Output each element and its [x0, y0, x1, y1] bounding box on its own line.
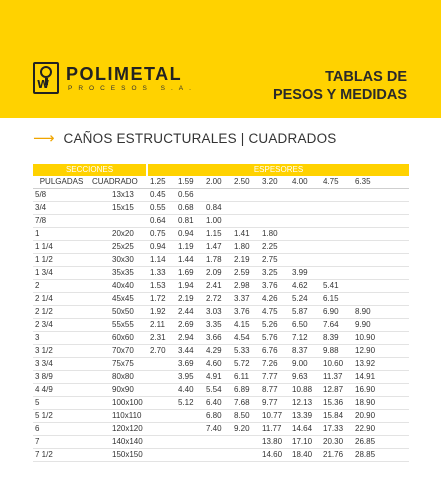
col-thickness: 6.35: [352, 176, 409, 189]
cell-weight: [320, 241, 352, 254]
cell-weight: 3.99: [289, 267, 320, 280]
cell-weight: [320, 254, 352, 267]
cell-weight: 5.87: [289, 306, 320, 319]
cell-weight: [203, 436, 231, 449]
cell-pulgadas: 3: [33, 332, 90, 345]
col-pulgadas: PULGADAS: [33, 176, 90, 189]
cell-cuadrado: 55x55: [90, 319, 147, 332]
cell-weight: 11.77: [259, 423, 289, 436]
cell-weight: [352, 254, 409, 267]
cell-weight: 6.90: [320, 306, 352, 319]
cell-weight: 12.13: [289, 397, 320, 410]
cell-weight: 10.90: [352, 332, 409, 345]
table-row: [33, 345, 409, 358]
table-row: [33, 410, 409, 423]
cell-weight: [147, 449, 175, 462]
cell-weight: 2.25: [259, 241, 289, 254]
cell-cuadrado: 150x150: [90, 449, 147, 462]
cell-weight: [175, 449, 203, 462]
cell-weight: 0.56: [175, 189, 203, 202]
table-row: [33, 384, 409, 397]
cell-pulgadas: 1: [33, 228, 90, 241]
cell-weight: 4.15: [231, 319, 259, 332]
cell-weight: 20.30: [320, 436, 352, 449]
cell-weight: 1.15: [203, 228, 231, 241]
cell-pulgadas: 7 1/2: [33, 449, 90, 462]
cell-weight: 2.70: [147, 345, 175, 358]
cell-cuadrado: 120x120: [90, 423, 147, 436]
cell-weight: 3.03: [203, 306, 231, 319]
cell-weight: 5.76: [259, 332, 289, 345]
cell-weight: 4.26: [259, 293, 289, 306]
cell-weight: 0.75: [147, 228, 175, 241]
cell-weight: 7.12: [289, 332, 320, 345]
cell-weight: [259, 215, 289, 228]
weights-table: [33, 164, 409, 462]
cell-weight: [147, 397, 175, 410]
cell-weight: 15.84: [320, 410, 352, 423]
cell-weight: [320, 202, 352, 215]
col-thickness: 3.20: [259, 176, 289, 189]
cell-weight: 5.26: [259, 319, 289, 332]
cell-weight: 3.35: [203, 319, 231, 332]
cell-cuadrado: 70x70: [90, 345, 147, 358]
cell-pulgadas: 7: [33, 436, 90, 449]
cell-cuadrado: 25x25: [90, 241, 147, 254]
cell-weight: 0.94: [147, 241, 175, 254]
group-secciones: SECCIONES: [33, 164, 147, 176]
cell-pulgadas: 6: [33, 423, 90, 436]
cell-weight: 3.76: [231, 306, 259, 319]
cell-cuadrado: 100x100: [90, 397, 147, 410]
cell-weight: 2.94: [175, 332, 203, 345]
cell-weight: 10.60: [320, 358, 352, 371]
group-espesores: ESPESORES: [147, 164, 409, 176]
cell-cuadrado: 75x75: [90, 358, 147, 371]
cell-weight: [231, 202, 259, 215]
cell-weight: 0.68: [175, 202, 203, 215]
cell-weight: [147, 423, 175, 436]
table-body: [33, 189, 409, 462]
cell-pulgadas: 2 1/2: [33, 306, 90, 319]
cell-weight: [320, 267, 352, 280]
cell-weight: 2.11: [147, 319, 175, 332]
cell-weight: 18.90: [352, 397, 409, 410]
table-row: [33, 358, 409, 371]
polimetal-logo-icon: W: [33, 62, 59, 94]
page-title: [273, 68, 407, 104]
section-heading: [33, 128, 337, 148]
cell-weight: [289, 215, 320, 228]
cell-weight: 7.40: [203, 423, 231, 436]
cell-weight: 0.81: [175, 215, 203, 228]
cell-weight: 22.90: [352, 423, 409, 436]
cell-weight: 16.90: [352, 384, 409, 397]
cell-pulgadas: 5: [33, 397, 90, 410]
cell-weight: 15.36: [320, 397, 352, 410]
cell-weight: 2.69: [175, 319, 203, 332]
cell-weight: 13.80: [259, 436, 289, 449]
cell-weight: 3.66: [203, 332, 231, 345]
cell-weight: 7.26: [259, 358, 289, 371]
cell-pulgadas: 1 1/2: [33, 254, 90, 267]
arrow-right-icon: ⟶: [33, 130, 55, 147]
cell-weight: 6.15: [320, 293, 352, 306]
cell-weight: 13.39: [289, 410, 320, 423]
table-row: [33, 254, 409, 267]
col-cuadrado: CUADRADO: [90, 176, 147, 189]
cell-weight: 17.10: [289, 436, 320, 449]
page-title-line2: PESOS Y MEDIDAS: [272, 87, 407, 103]
cell-weight: [147, 436, 175, 449]
cell-weight: [203, 189, 231, 202]
cell-pulgadas: 5/8: [33, 189, 90, 202]
cell-weight: 6.89: [231, 384, 259, 397]
header-banner: [0, 0, 441, 118]
col-thickness: 4.75: [320, 176, 352, 189]
cell-weight: 8.90: [352, 306, 409, 319]
cell-weight: 5.41: [320, 280, 352, 293]
cell-weight: 2.59: [231, 267, 259, 280]
cell-weight: 8.37: [289, 345, 320, 358]
cell-weight: 12.90: [352, 345, 409, 358]
cell-weight: 11.37: [320, 371, 352, 384]
cell-weight: 5.12: [175, 397, 203, 410]
cell-weight: 1.33: [147, 267, 175, 280]
cell-weight: [289, 228, 320, 241]
page-title-line1: TABLAS DE: [325, 69, 407, 85]
cell-weight: 26.85: [352, 436, 409, 449]
cell-weight: 0.55: [147, 202, 175, 215]
cell-weight: [147, 384, 175, 397]
cell-weight: 1.69: [175, 267, 203, 280]
cell-weight: 3.25: [259, 267, 289, 280]
table-row: [33, 306, 409, 319]
cell-cuadrado: 60x60: [90, 332, 147, 345]
table-row: [33, 319, 409, 332]
cell-weight: [175, 410, 203, 423]
cell-weight: 0.84: [203, 202, 231, 215]
cell-cuadrado: 110x110: [90, 410, 147, 423]
cell-weight: 3.37: [231, 293, 259, 306]
cell-weight: 4.54: [231, 332, 259, 345]
cell-pulgadas: 5 1/2: [33, 410, 90, 423]
cell-weight: 9.77: [259, 397, 289, 410]
cell-weight: [352, 293, 409, 306]
cell-weight: 0.64: [147, 215, 175, 228]
cell-weight: 7.77: [259, 371, 289, 384]
cell-weight: 8.77: [259, 384, 289, 397]
cell-pulgadas: 3 8/9: [33, 371, 90, 384]
col-thickness: 1.25: [147, 176, 175, 189]
cell-weight: 6.50: [289, 319, 320, 332]
cell-weight: 4.40: [175, 384, 203, 397]
cell-weight: 9.88: [320, 345, 352, 358]
cell-pulgadas: 2: [33, 280, 90, 293]
cell-weight: 4.62: [289, 280, 320, 293]
cell-weight: 1.92: [147, 306, 175, 319]
cell-weight: 2.75: [259, 254, 289, 267]
cell-weight: 1.94: [175, 280, 203, 293]
cell-pulgadas: 3/4: [33, 202, 90, 215]
col-thickness: 4.00: [289, 176, 320, 189]
table-row: [33, 228, 409, 241]
cell-weight: 9.90: [352, 319, 409, 332]
cell-weight: [147, 358, 175, 371]
cell-weight: [175, 436, 203, 449]
cell-pulgadas: 1 3/4: [33, 267, 90, 280]
group-header-row: [33, 164, 409, 176]
cell-pulgadas: 4 4/9: [33, 384, 90, 397]
cell-pulgadas: 7/8: [33, 215, 90, 228]
cell-weight: 9.63: [289, 371, 320, 384]
cell-cuadrado: 50x50: [90, 306, 147, 319]
cell-cuadrado: 35x35: [90, 267, 147, 280]
cell-weight: 1.00: [203, 215, 231, 228]
cell-weight: 2.44: [175, 306, 203, 319]
cell-weight: 14.64: [289, 423, 320, 436]
cell-weight: 1.41: [231, 228, 259, 241]
cell-weight: [289, 202, 320, 215]
cell-cuadrado: 40x40: [90, 280, 147, 293]
brand-subtitle: PROCESOS S.A.: [68, 85, 197, 92]
cell-weight: 10.88: [289, 384, 320, 397]
cell-weight: 1.80: [231, 241, 259, 254]
cell-weight: 2.72: [203, 293, 231, 306]
cell-weight: 7.68: [231, 397, 259, 410]
cell-weight: 1.72: [147, 293, 175, 306]
cell-weight: [352, 228, 409, 241]
cell-weight: 18.40: [289, 449, 320, 462]
cell-weight: 5.24: [289, 293, 320, 306]
cell-weight: [352, 241, 409, 254]
cell-weight: 9.20: [231, 423, 259, 436]
cell-cuadrado: 90x90: [90, 384, 147, 397]
cell-cuadrado: 30x30: [90, 254, 147, 267]
cell-weight: [320, 215, 352, 228]
cell-weight: 2.98: [231, 280, 259, 293]
cell-cuadrado: 140x140: [90, 436, 147, 449]
cell-cuadrado: 13x13: [90, 189, 147, 202]
cell-weight: 20.90: [352, 410, 409, 423]
cell-weight: 2.19: [175, 293, 203, 306]
cell-weight: 9.00: [289, 358, 320, 371]
cell-weight: 0.45: [147, 189, 175, 202]
polimetal-logo: [33, 62, 197, 96]
table-row: [33, 267, 409, 280]
cell-weight: [231, 436, 259, 449]
cell-weight: 12.87: [320, 384, 352, 397]
cell-weight: 2.31: [147, 332, 175, 345]
cell-weight: [352, 267, 409, 280]
cell-weight: [352, 215, 409, 228]
cell-weight: 6.40: [203, 397, 231, 410]
cell-weight: 2.41: [203, 280, 231, 293]
cell-weight: 3.76: [259, 280, 289, 293]
cell-weight: [289, 189, 320, 202]
cell-weight: 10.77: [259, 410, 289, 423]
table-row: [33, 215, 409, 228]
cell-weight: [203, 449, 231, 462]
table-row: [33, 189, 409, 202]
table-row: [33, 280, 409, 293]
table-row: [33, 332, 409, 345]
cell-weight: 5.72: [231, 358, 259, 371]
cell-weight: 4.29: [203, 345, 231, 358]
section-title: CAÑOS ESTRUCTURALES | CUADRADOS: [63, 130, 337, 146]
cell-weight: 1.78: [203, 254, 231, 267]
cell-weight: [352, 202, 409, 215]
cell-weight: [320, 189, 352, 202]
table-row: [33, 202, 409, 215]
table-row: [33, 423, 409, 436]
cell-weight: 13.92: [352, 358, 409, 371]
cell-weight: 28.85: [352, 449, 409, 462]
cell-weight: [289, 254, 320, 267]
cell-weight: 6.80: [203, 410, 231, 423]
column-header-row: [33, 176, 409, 189]
table-row: [33, 436, 409, 449]
cell-weight: [352, 189, 409, 202]
cell-weight: [147, 410, 175, 423]
cell-weight: 14.91: [352, 371, 409, 384]
cell-weight: 3.44: [175, 345, 203, 358]
table-row: [33, 371, 409, 384]
cell-weight: [289, 241, 320, 254]
cell-weight: 1.53: [147, 280, 175, 293]
cell-weight: 6.76: [259, 345, 289, 358]
cell-weight: [259, 189, 289, 202]
table-row: [33, 397, 409, 410]
cell-weight: 4.75: [259, 306, 289, 319]
cell-cuadrado: [90, 215, 147, 228]
cell-weight: [320, 228, 352, 241]
cell-weight: 2.09: [203, 267, 231, 280]
cell-weight: [231, 215, 259, 228]
cell-weight: 14.60: [259, 449, 289, 462]
cell-cuadrado: 45x45: [90, 293, 147, 306]
cell-weight: 1.80: [259, 228, 289, 241]
cell-cuadrado: 20x20: [90, 228, 147, 241]
cell-weight: 1.47: [203, 241, 231, 254]
col-thickness: 1.59: [175, 176, 203, 189]
cell-weight: 7.64: [320, 319, 352, 332]
cell-weight: 0.94: [175, 228, 203, 241]
cell-weight: 1.14: [147, 254, 175, 267]
cell-weight: [231, 189, 259, 202]
cell-pulgadas: 2 1/4: [33, 293, 90, 306]
table-row: [33, 449, 409, 462]
table-row: [33, 241, 409, 254]
cell-weight: [352, 280, 409, 293]
cell-weight: [175, 423, 203, 436]
cell-weight: 5.33: [231, 345, 259, 358]
cell-pulgadas: 1 1/4: [33, 241, 90, 254]
cell-cuadrado: 15x15: [90, 202, 147, 215]
cell-weight: 1.19: [175, 241, 203, 254]
cell-weight: 2.19: [231, 254, 259, 267]
col-thickness: 2.50: [231, 176, 259, 189]
cell-weight: 5.54: [203, 384, 231, 397]
table-row: [33, 293, 409, 306]
cell-weight: 3.69: [175, 358, 203, 371]
cell-weight: 21.76: [320, 449, 352, 462]
cell-weight: 4.60: [203, 358, 231, 371]
cell-weight: 8.50: [231, 410, 259, 423]
cell-weight: 4.91: [203, 371, 231, 384]
cell-weight: 1.44: [175, 254, 203, 267]
cell-weight: [259, 202, 289, 215]
cell-pulgadas: 2 3/4: [33, 319, 90, 332]
cell-weight: 8.39: [320, 332, 352, 345]
cell-pulgadas: 3 1/2: [33, 345, 90, 358]
brand-name: POLIMETAL: [66, 64, 183, 84]
cell-weight: 6.11: [231, 371, 259, 384]
cell-weight: [147, 371, 175, 384]
cell-weight: 3.95: [175, 371, 203, 384]
cell-cuadrado: 80x80: [90, 371, 147, 384]
cell-pulgadas: 3 3/4: [33, 358, 90, 371]
col-thickness: 2.00: [203, 176, 231, 189]
cell-weight: [231, 449, 259, 462]
cell-weight: 17.33: [320, 423, 352, 436]
